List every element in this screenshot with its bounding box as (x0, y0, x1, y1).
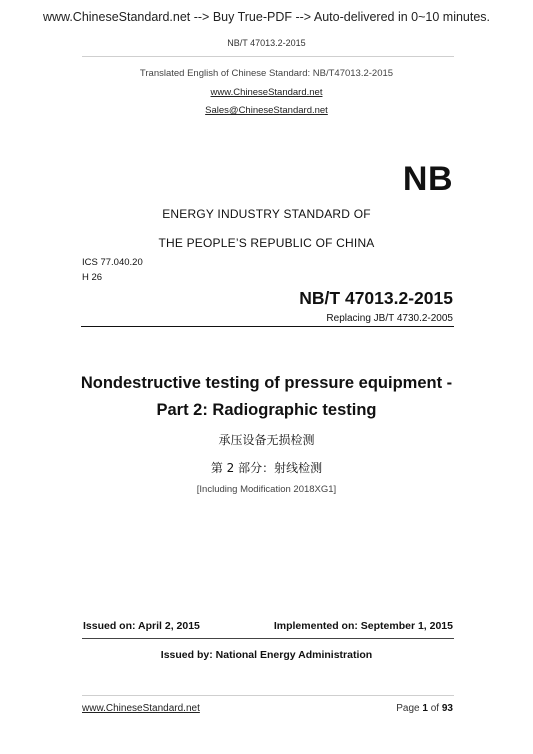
footer-divider (82, 695, 454, 696)
title-zh-line-1: 承压设备无损检测 (218, 433, 315, 447)
page-label: Page (396, 703, 420, 714)
email-link-wrap (0, 105, 533, 116)
page-indicator (396, 703, 453, 714)
page-of: of (430, 703, 440, 714)
nb-logo: NB (402, 160, 453, 198)
implemented-on: Implemented on: September 1, 2015 (273, 620, 453, 632)
code-underline (81, 326, 454, 327)
website-link[interactable]: www.ChineseStandard.net (210, 87, 323, 98)
top-banner: www.ChineseStandard.net --> Buy True-PDF --> Auto-delivered in 0~10 minutes. (42, 10, 491, 24)
dates-divider (82, 638, 454, 639)
translation-note: Translated English of Chinese Standard: NB/T47013.2-2015 (139, 68, 394, 79)
footer-site-link[interactable]: www.ChineseStandard.net (82, 703, 200, 714)
page-current: 1 (422, 703, 428, 714)
issued-by: Issued by: National Energy Administration (160, 649, 373, 661)
issued-on: Issued on: April 2, 2015 (83, 620, 200, 632)
title-en-line-2: Part 2: Radiographic testing (156, 401, 377, 419)
standard-line-2: THE PEOPLE’S REPUBLIC OF CHINA (158, 236, 375, 250)
ics-code: ICS 77.040.20 (82, 257, 143, 268)
title-zh-line-2: 第 2 部分：射线检测 (210, 461, 323, 475)
header-divider (82, 56, 454, 57)
modification-note: [Including Modification 2018XG1] (196, 484, 337, 495)
header-standard-code: NB/T 47013.2-2015 (227, 38, 306, 48)
email-link[interactable]: Sales@ChineseStandard.net (205, 105, 328, 116)
replacing-note: Replacing JB/T 4730.2-2005 (326, 313, 453, 324)
title-en-line-1: Nondestructive testing of pressure equipment - (80, 374, 453, 392)
website-link-wrap (0, 87, 533, 98)
ccs-code: H 26 (82, 272, 103, 283)
standard-line-1: ENERGY INDUSTRY STANDARD OF (162, 207, 371, 221)
standard-code: NB/T 47013.2-2015 (299, 288, 453, 308)
page-total: 93 (441, 703, 453, 714)
